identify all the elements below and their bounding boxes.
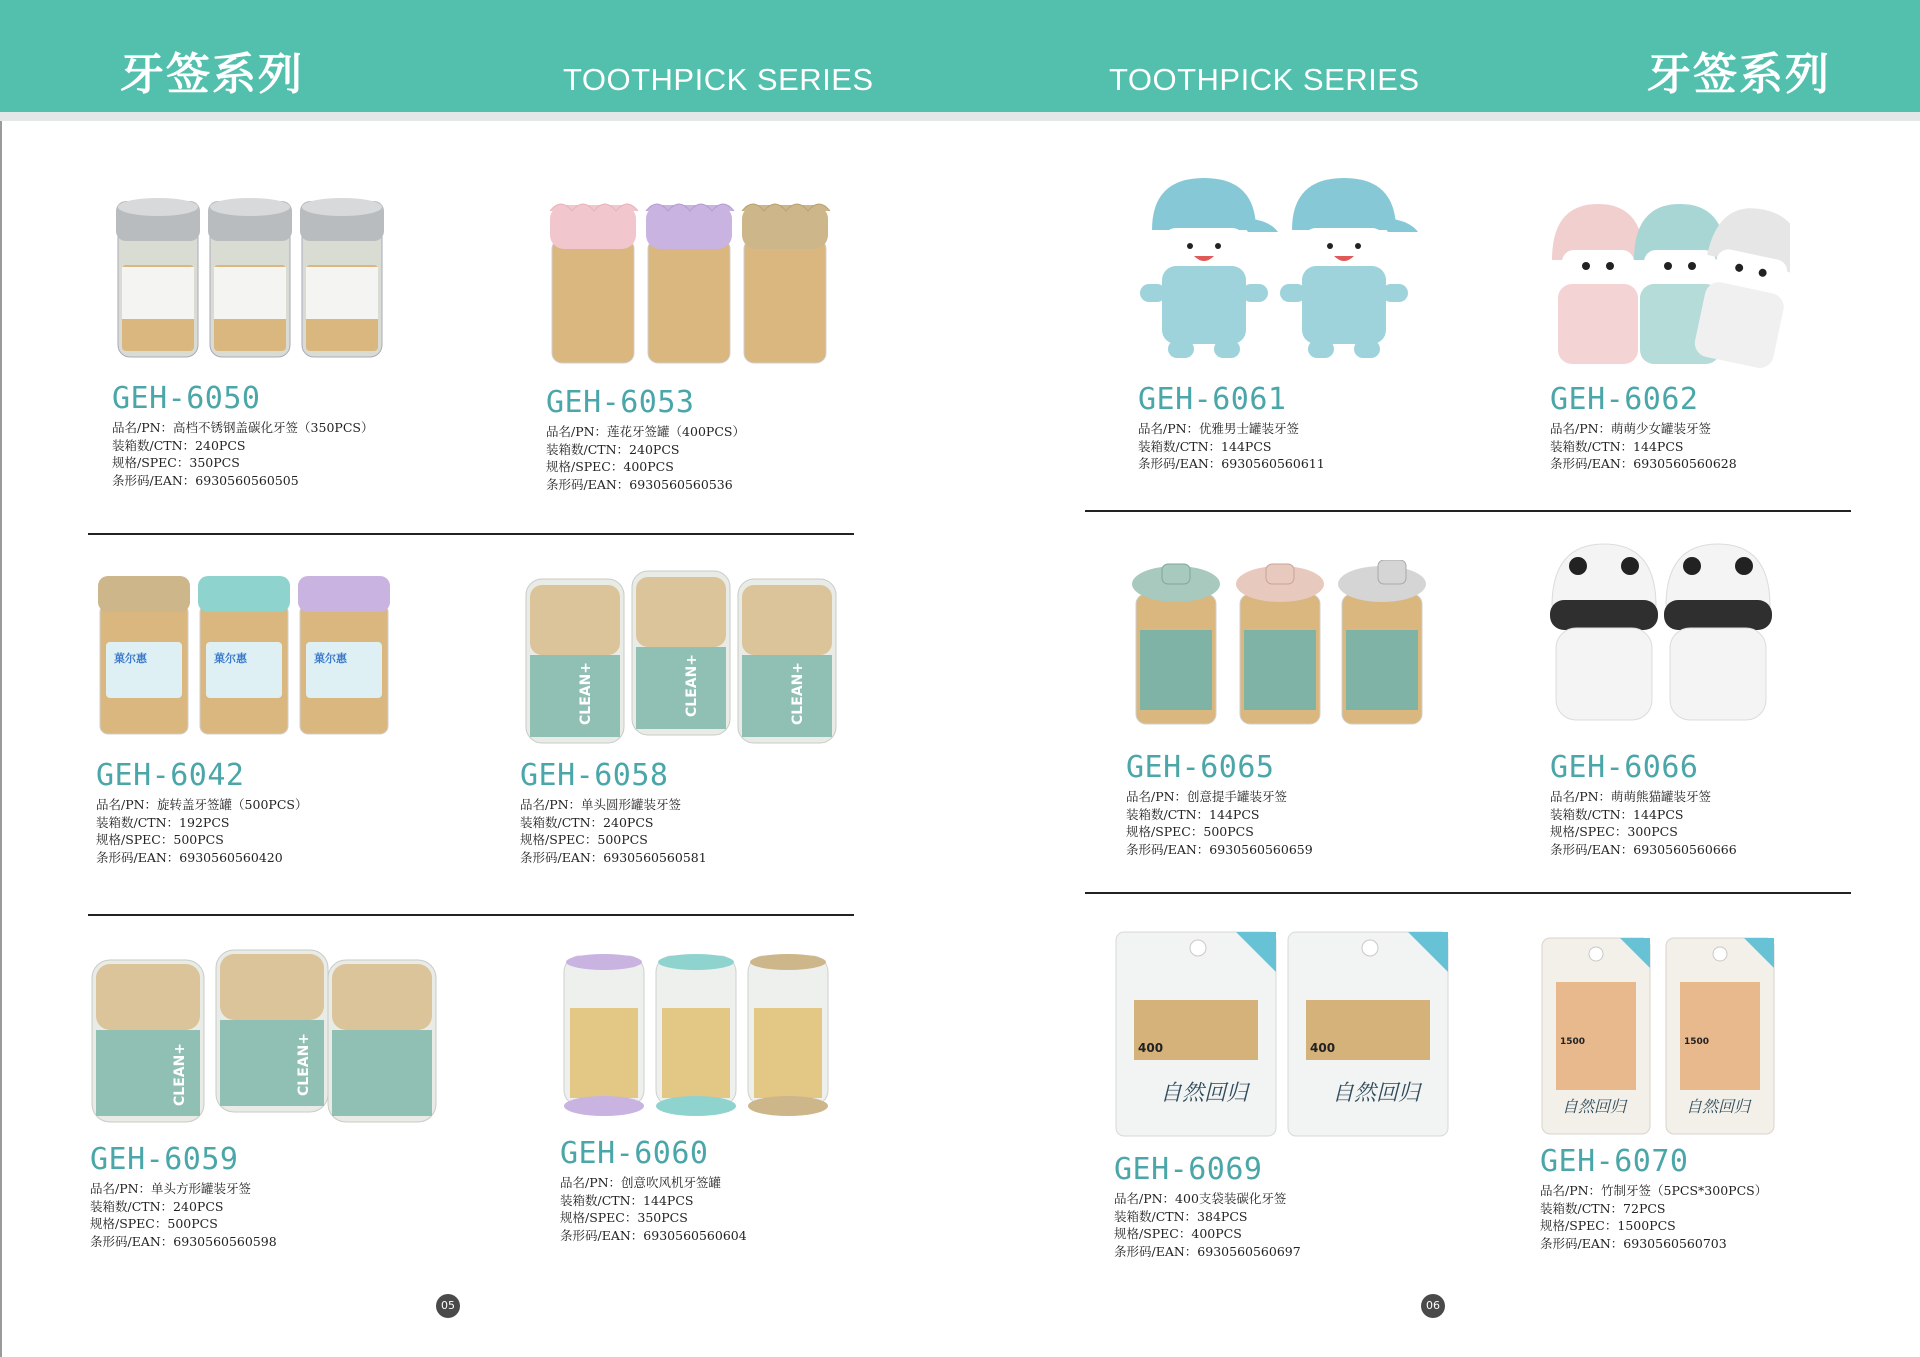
product-ctn: 装箱数/CTN：144PCS <box>1138 438 1272 454</box>
product-ean: 条形码/EAN：6930560560697 <box>1114 1243 1301 1259</box>
product-spec: 规格/SPEC：400PCS <box>1114 1226 1242 1241</box>
product-card <box>1114 930 1494 1270</box>
product-card <box>520 565 900 875</box>
script-label: 自然回归 <box>1686 1097 1751 1116</box>
product-ctn: 装箱数/CTN：384PCS <box>1114 1208 1248 1224</box>
brand-label: 菓尔惠 <box>114 652 147 665</box>
product-ctn: 装箱数/CTN：144PCS <box>1550 438 1684 454</box>
product-card <box>1126 560 1506 870</box>
product-name: 品名/PN：创意提手罐装牙签 <box>1126 789 1288 804</box>
product-code: GEH-6069 <box>1114 1152 1263 1187</box>
product-specs <box>1550 420 1737 473</box>
product-card <box>96 570 476 880</box>
product-ean: 条形码/EAN：6930560560703 <box>1540 1235 1727 1251</box>
divider <box>88 914 854 916</box>
clean-label: CLEAN+ <box>172 1042 188 1106</box>
product-spec: 规格/SPEC：350PCS <box>560 1210 688 1225</box>
product-name: 品名/PN：400支袋装碳化牙签 <box>1114 1191 1287 1206</box>
product-photo <box>90 948 440 1133</box>
product-photo <box>1550 540 1780 730</box>
product-code: GEH-6066 <box>1550 750 1699 785</box>
product-specs <box>90 1180 277 1250</box>
product-card <box>1138 172 1518 492</box>
left-title-cn: 牙签系列 <box>120 49 304 100</box>
page-edge <box>0 121 2 1357</box>
product-spec: 规格/SPEC：500PCS <box>96 832 224 847</box>
script-label: 自然回归 <box>1332 1081 1421 1106</box>
product-ean: 条形码/EAN：6930560560505 <box>112 472 299 488</box>
clean-label: CLEAN+ <box>578 661 594 725</box>
product-photo <box>96 570 396 740</box>
product-name: 品名/PN：优雅男士罐装牙签 <box>1138 421 1300 436</box>
clean-label: CLEAN+ <box>684 653 700 717</box>
product-specs <box>520 796 707 866</box>
product-spec: 规格/SPEC：300PCS <box>1550 824 1678 839</box>
page-number: 06 <box>1421 1294 1445 1318</box>
brand-label: 菓尔惠 <box>214 652 247 665</box>
product-specs <box>1550 788 1737 858</box>
product-ean: 条形码/EAN：6930560560536 <box>546 476 733 492</box>
product-name: 品名/PN：萌萌熊猫罐装牙签 <box>1550 789 1712 804</box>
product-ctn: 装箱数/CTN：240PCS <box>90 1198 224 1214</box>
product-photo <box>1126 560 1426 730</box>
header-shadow <box>0 112 1920 121</box>
product-ctn: 装箱数/CTN：192PCS <box>96 814 230 830</box>
left-title-en: TOOTHPICK SERIES <box>563 62 874 97</box>
product-name: 品名/PN：竹制牙签（5PCS*300PCS） <box>1540 1183 1768 1198</box>
product-specs <box>112 419 373 489</box>
product-photo <box>520 565 840 750</box>
product-card <box>112 195 492 495</box>
clean-label: CLEAN+ <box>296 1032 312 1096</box>
product-specs <box>1138 420 1325 473</box>
product-code: GEH-6058 <box>520 758 669 793</box>
product-code: GEH-6050 <box>112 381 261 416</box>
product-code: GEH-6053 <box>546 385 695 420</box>
product-card <box>1550 540 1920 870</box>
count-label: 400 <box>1138 1041 1164 1055</box>
divider <box>88 533 854 535</box>
product-ean: 条形码/EAN：6930560560581 <box>520 849 707 865</box>
product-code: GEH-6062 <box>1550 382 1699 417</box>
product-spec: 规格/SPEC：1500PCS <box>1540 1218 1676 1233</box>
product-ean: 条形码/EAN：6930560560666 <box>1550 841 1737 857</box>
product-code: GEH-6070 <box>1540 1144 1689 1179</box>
script-label: 自然回归 <box>1160 1081 1249 1106</box>
product-code: GEH-6061 <box>1138 382 1287 417</box>
product-ean: 条形码/EAN：6930560560420 <box>96 849 283 865</box>
product-spec: 规格/SPEC：500PCS <box>520 832 648 847</box>
divider <box>1085 892 1851 894</box>
product-specs <box>1540 1182 1767 1252</box>
product-photo <box>546 195 836 370</box>
product-card <box>546 195 926 495</box>
page-number: 05 <box>436 1294 460 1318</box>
product-ctn: 装箱数/CTN：144PCS <box>560 1192 694 1208</box>
product-specs <box>546 423 745 493</box>
product-card <box>90 948 470 1258</box>
product-card <box>1550 200 1920 490</box>
product-name: 品名/PN：莲花牙签罐（400PCS） <box>546 424 745 439</box>
product-name: 品名/PN：创意吹风机牙签罐 <box>560 1175 722 1190</box>
count-label: 1500 <box>1560 1037 1586 1047</box>
product-photo <box>112 195 392 365</box>
count-label: 1500 <box>1684 1037 1710 1047</box>
product-specs <box>560 1174 747 1244</box>
product-specs <box>1126 788 1313 858</box>
product-code: GEH-6059 <box>90 1142 239 1177</box>
product-spec: 规格/SPEC：500PCS <box>1126 824 1254 839</box>
product-photo <box>1540 936 1780 1136</box>
product-ctn: 装箱数/CTN：72PCS <box>1540 1200 1666 1216</box>
product-ctn: 装箱数/CTN：144PCS <box>1126 806 1260 822</box>
product-name: 品名/PN：萌萌少女罐装牙签 <box>1550 421 1712 436</box>
divider <box>1085 510 1851 512</box>
count-label: 400 <box>1310 1041 1336 1055</box>
product-spec: 规格/SPEC：350PCS <box>112 455 240 470</box>
product-ctn: 装箱数/CTN：240PCS <box>112 437 246 453</box>
product-ctn: 装箱数/CTN：240PCS <box>520 814 654 830</box>
product-ean: 条形码/EAN：6930560560598 <box>90 1233 277 1249</box>
product-ctn: 装箱数/CTN：144PCS <box>1550 806 1684 822</box>
right-title-en: TOOTHPICK SERIES <box>1109 62 1420 97</box>
product-spec: 规格/SPEC：500PCS <box>90 1216 218 1231</box>
product-card <box>1540 936 1920 1266</box>
product-name: 品名/PN：单头圆形罐装牙签 <box>520 797 682 812</box>
product-code: GEH-6065 <box>1126 750 1275 785</box>
clean-label: CLEAN+ <box>790 661 806 725</box>
product-name: 品名/PN：单头方形罐装牙签 <box>90 1181 252 1196</box>
product-photo <box>560 948 840 1118</box>
product-specs <box>1114 1190 1301 1260</box>
product-photo <box>1138 172 1418 372</box>
product-specs <box>96 796 307 866</box>
product-spec: 规格/SPEC：400PCS <box>546 459 674 474</box>
brand-label: 菓尔惠 <box>314 652 347 665</box>
product-photo <box>1550 200 1790 370</box>
script-label: 自然回归 <box>1562 1097 1627 1116</box>
product-photo <box>1114 930 1454 1140</box>
product-ean: 条形码/EAN：6930560560628 <box>1550 456 1737 471</box>
right-title-cn: 牙签系列 <box>1647 49 1831 100</box>
product-ean: 条形码/EAN：6930560560611 <box>1138 456 1325 471</box>
product-ean: 条形码/EAN：6930560560659 <box>1126 841 1313 857</box>
product-ctn: 装箱数/CTN：240PCS <box>546 441 680 457</box>
product-ean: 条形码/EAN：6930560560604 <box>560 1227 747 1243</box>
product-name: 品名/PN：高档不锈钢盖碳化牙签（350PCS） <box>112 420 374 435</box>
product-code: GEH-6042 <box>96 758 245 793</box>
product-card <box>560 948 940 1258</box>
product-name: 品名/PN：旋转盖牙签罐（500PCS） <box>96 797 308 812</box>
product-code: GEH-6060 <box>560 1136 709 1171</box>
